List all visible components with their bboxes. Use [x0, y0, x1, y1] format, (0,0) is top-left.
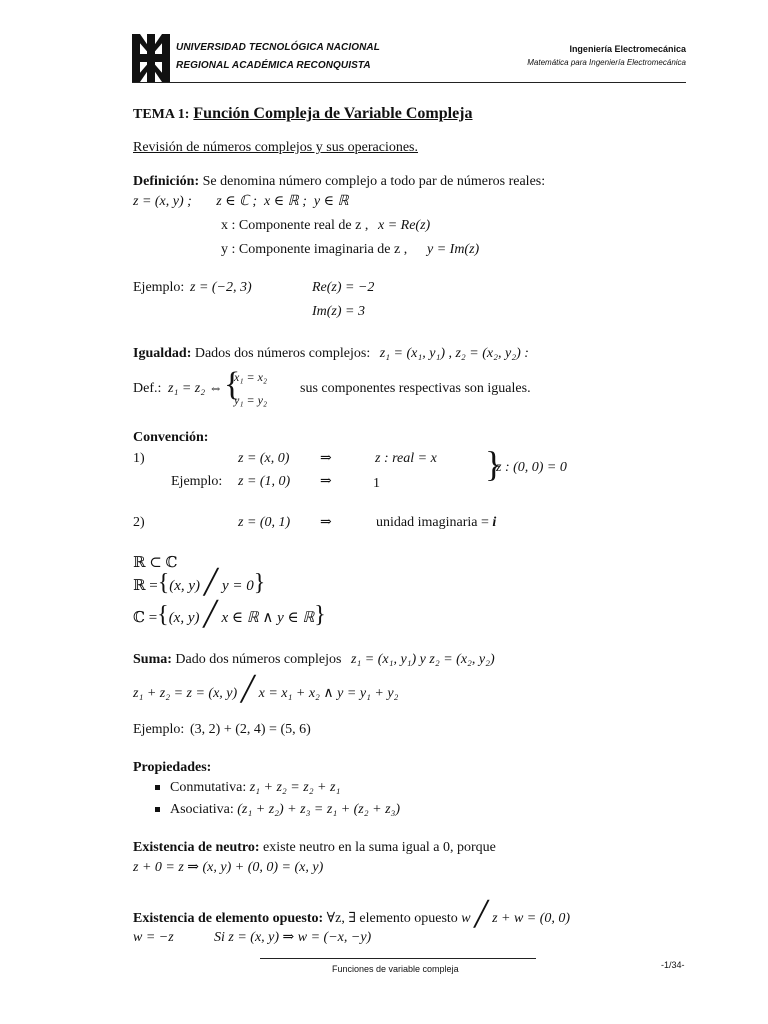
- equality-def-label: Def.:: [133, 381, 162, 396]
- sum-intro: [133, 652, 495, 668]
- sum-example-label: Ejemplo:: [133, 722, 185, 737]
- definition-line3-expr: y = Im(z): [427, 242, 480, 257]
- opposite-cond: z + w = (0, 0): [492, 911, 571, 926]
- convention-example-label: Ejemplo:: [171, 474, 223, 489]
- convention-n2: 2): [133, 515, 145, 530]
- equality-cond1: x₁ = x₂: [234, 370, 268, 384]
- subtitle: Revisión de números complejos y sus operaciones.: [133, 140, 419, 155]
- complex-set-prefix: ℂ =: [133, 610, 158, 626]
- footer-rule: [260, 958, 536, 959]
- subject-name: Matemática para Ingeniería Electromecánica: [527, 58, 686, 67]
- property-name: Conmutativa:: [170, 780, 247, 795]
- convention-res-ex: 1: [373, 476, 380, 491]
- footer-title: Funciones de variable compleja: [332, 964, 459, 974]
- equality-intro: [133, 346, 529, 362]
- sum-def: z₁ + z₂ = z = (x, y) ╱ x = x₁ + x₂ ∧ y = y₁ + y₂: [133, 677, 399, 703]
- property-expr: (z₁ + z₂) + z₃ = z₁ + (z₂ + z₃): [237, 802, 401, 817]
- example1-re: Re(z) = −2: [312, 280, 375, 295]
- convention-n1: 1): [133, 451, 145, 466]
- example1-label: Ejemplo:: [133, 280, 185, 295]
- real-set-prefix: ℝ =: [133, 578, 158, 594]
- definition-intro: [133, 174, 545, 190]
- property-name: Asociativa:: [170, 802, 234, 817]
- definition-label: Definición:: [133, 174, 200, 189]
- convention-arrow1: ⇒: [320, 451, 332, 466]
- convention-label: Convención:: [133, 430, 209, 445]
- convention-expr1: z = (x, 0): [238, 451, 290, 466]
- complex-set-pair: (x, y): [168, 610, 200, 626]
- sum-example-expr: (3, 2) + (2, 4) = (5, 6): [190, 722, 311, 737]
- convention-brace-result: z : (0, 0) = 0: [496, 460, 567, 475]
- university-name-line1: UNIVERSIDAD TECNOLÓGICA NACIONAL: [176, 42, 380, 53]
- property-item: [155, 780, 340, 796]
- real-set-cond: y = 0: [221, 578, 254, 594]
- opposite-text: ∀z, ∃ elemento opuesto: [326, 911, 458, 926]
- equality-expr: z₁ = (x₁, y₁) , z₂ = (x₂, y₂) :: [379, 346, 529, 361]
- equality-def-expr: z₁ = z₂ ⇔: [168, 381, 223, 396]
- definition-line2-text: x : Componente real de z ,: [221, 218, 369, 233]
- opposite-line2-b: Si z = (x, y) ⇒ w = (−x, −y): [214, 930, 372, 945]
- sum-label: Suma:: [133, 652, 172, 667]
- page-title: [133, 105, 473, 123]
- convention-res1: z : real = x: [375, 451, 437, 466]
- convention-res2-text: unidad imaginaria =: [376, 515, 489, 530]
- neutral-label: Existencia de neutro:: [133, 840, 260, 855]
- property-item: [155, 802, 400, 818]
- neutral-text: existe neutro en la suma igual a 0, porque: [263, 840, 496, 855]
- property-expr: z₁ + z₂ = z₂ + z₁: [249, 780, 341, 795]
- opposite-label: Existencia de elemento opuesto:: [133, 911, 324, 926]
- header-rule: [132, 82, 686, 83]
- university-name-line2: REGIONAL ACADÉMICA RECONQUISTA: [176, 60, 371, 71]
- convention-expr2: z = (0, 1): [238, 515, 291, 530]
- real-set-def: ℝ ={(x, y) ╱ y = 0}: [133, 570, 266, 596]
- opposite-line2-a: w = −z: [133, 930, 174, 945]
- definition-text: Se denomina número complejo a todo par de números reales:: [202, 174, 546, 189]
- sum-text: Dado dos números complejos: [175, 652, 342, 667]
- sets-inclusion: ℝ ⊂ ℂ: [133, 555, 178, 571]
- neutral-intro: [133, 840, 496, 856]
- opposite-intro: Existencia de elemento opuesto: ∀z, ∃ elemento opuesto w ╱ z + w = (0, 0): [133, 902, 571, 928]
- real-set-pair: (x, y): [169, 578, 201, 594]
- page-number: -1/34-: [661, 960, 685, 970]
- complex-set-def: ℂ ={(x, y) ╱ x ∈ ℝ ∧ y ∈ ℝ}: [133, 602, 326, 628]
- sum-def-a: z₁ + z₂ = z = (x, y): [133, 686, 238, 701]
- title-prefix: TEMA 1:: [133, 107, 190, 122]
- properties-label: Propiedades:: [133, 760, 212, 775]
- equality-label: Igualdad:: [133, 346, 192, 361]
- title-main: Función Compleja de Variable Compleja: [193, 105, 473, 122]
- sum-def-b: x = x₁ + x₂ ∧ y = y₁ + y₂: [258, 686, 399, 701]
- bullet-icon: [155, 785, 160, 790]
- neutral-expr: z + 0 = z ⇒ (x, y) + (0, 0) = (x, y): [133, 860, 324, 875]
- example1-expr: z = (−2, 3): [190, 280, 252, 295]
- convention-res2-i: i: [492, 515, 497, 530]
- convention-arrow2: ⇒: [320, 474, 332, 489]
- complex-set-cond: x ∈ ℝ ∧ y ∈ ℝ: [221, 610, 315, 626]
- equality-def-text: sus componentes respectivas son iguales.: [300, 381, 531, 396]
- equality-cond2: y₁ = y₂: [234, 393, 268, 407]
- opposite-w: w: [461, 911, 471, 926]
- utn-logo-icon: [132, 34, 170, 82]
- definition-line2-expr: x = Re(z): [378, 218, 431, 233]
- career-name: Ingeniería Electromecánica: [569, 44, 686, 54]
- equality-text: Dados dos números complejos:: [194, 346, 371, 361]
- bullet-icon: [155, 807, 160, 812]
- convention-right-brace: }: [485, 444, 503, 484]
- equality-brace: {: [224, 366, 241, 403]
- definition-line1: z = (x, y) ; z ∈ ℂ ; x ∈ ℝ ; y ∈ ℝ: [133, 194, 349, 209]
- sum-expr: z₁ = (x₁, y₁) y z₂ = (x₂, y₂): [350, 652, 495, 667]
- convention-arrow3: ⇒: [320, 515, 332, 530]
- convention-res2: [376, 515, 496, 531]
- example1-im: Im(z) = 3: [312, 304, 365, 319]
- definition-line3-text: y : Componente imaginaria de z ,: [221, 242, 408, 257]
- convention-expr-ex: z = (1, 0): [238, 474, 291, 489]
